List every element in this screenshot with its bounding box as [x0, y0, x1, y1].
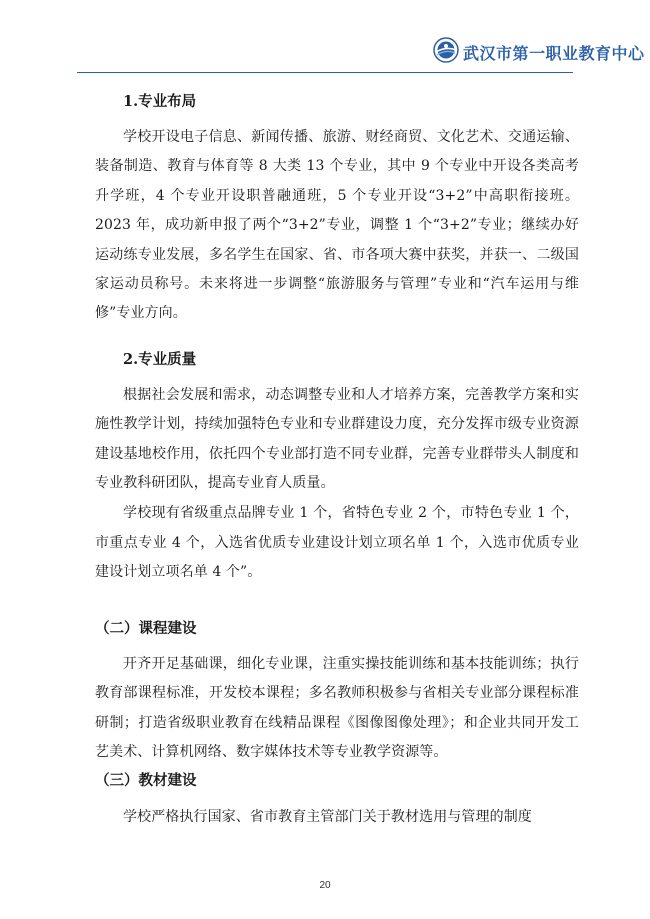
section-title: （三）教材建设 — [95, 772, 197, 790]
page-header — [0, 0, 650, 80]
page-body — [95, 90, 579, 833]
section-title: 1.专业布局 — [123, 93, 197, 110]
school-emblem-icon — [433, 37, 459, 63]
header-rule — [77, 72, 573, 73]
paragraph: 学校严格执行国家、省市教育主管部门关于教材选用与管理的制度 — [123, 809, 532, 826]
paragraph: 开齐开足基础课，细化专业课，注重实操技能训练和基本技能训练；执行教育部课程标准，开发校本课程；多名教师积极参与省相关专业部分课程标准研制；打造省级职业教育在线精品课程《图像图像处理》；和企业共同开发工艺美术、计算机网络、数字媒体技术等专业教学资源等。 — [95, 655, 579, 760]
section-title: （二）课程建设 — [95, 619, 197, 637]
paragraph: 学校开设电子信息、新闻传播、旅游、财经商贸、文化艺术、交通运输、装备制造、教育与体育等 8 大类 13 个专业，其中 9 个专业中开设各类高考升学班，4 个专业开设职普融通班，5 个专业开设“3+2”中高职衔接班。2023 年，成功新申报了两个“3+2”专业，调整 1 个“3+2”专业；继续办好运动练专业发展，多名学生在国家、省、市各项大赛中获奖，并获一、二级国家运动员称号。未来将进一步调整“旅游服务与管理”专业和“汽车运用与维修”专业方向。 — [95, 129, 579, 322]
page-number: 20 — [319, 880, 331, 891]
paragraph: 学校现有省级重点品牌专业 1 个，省特色专业 2 个，市特色专业 1 个，市重点专业 4 个，入选省优质专业建设计划立项名单 1 个，入选市优质专业建设计划立项名单 4 个”。 — [95, 505, 579, 581]
paragraph: 根据社会发展和需求，动态调整专业和人才培养方案，完善教学方案和实施性教学计划，持续加强特色专业和专业群建设力度，充分发挥市级专业资源建设基地校作用，依托四个专业部打造不同专业群，完善专业群带头人制度和专业教科研团队，提高专业育人质量。 — [95, 386, 579, 492]
section-title: 2.专业质量 — [123, 350, 197, 368]
school-name: 武汉市第一职业教育中心 — [463, 44, 645, 63]
